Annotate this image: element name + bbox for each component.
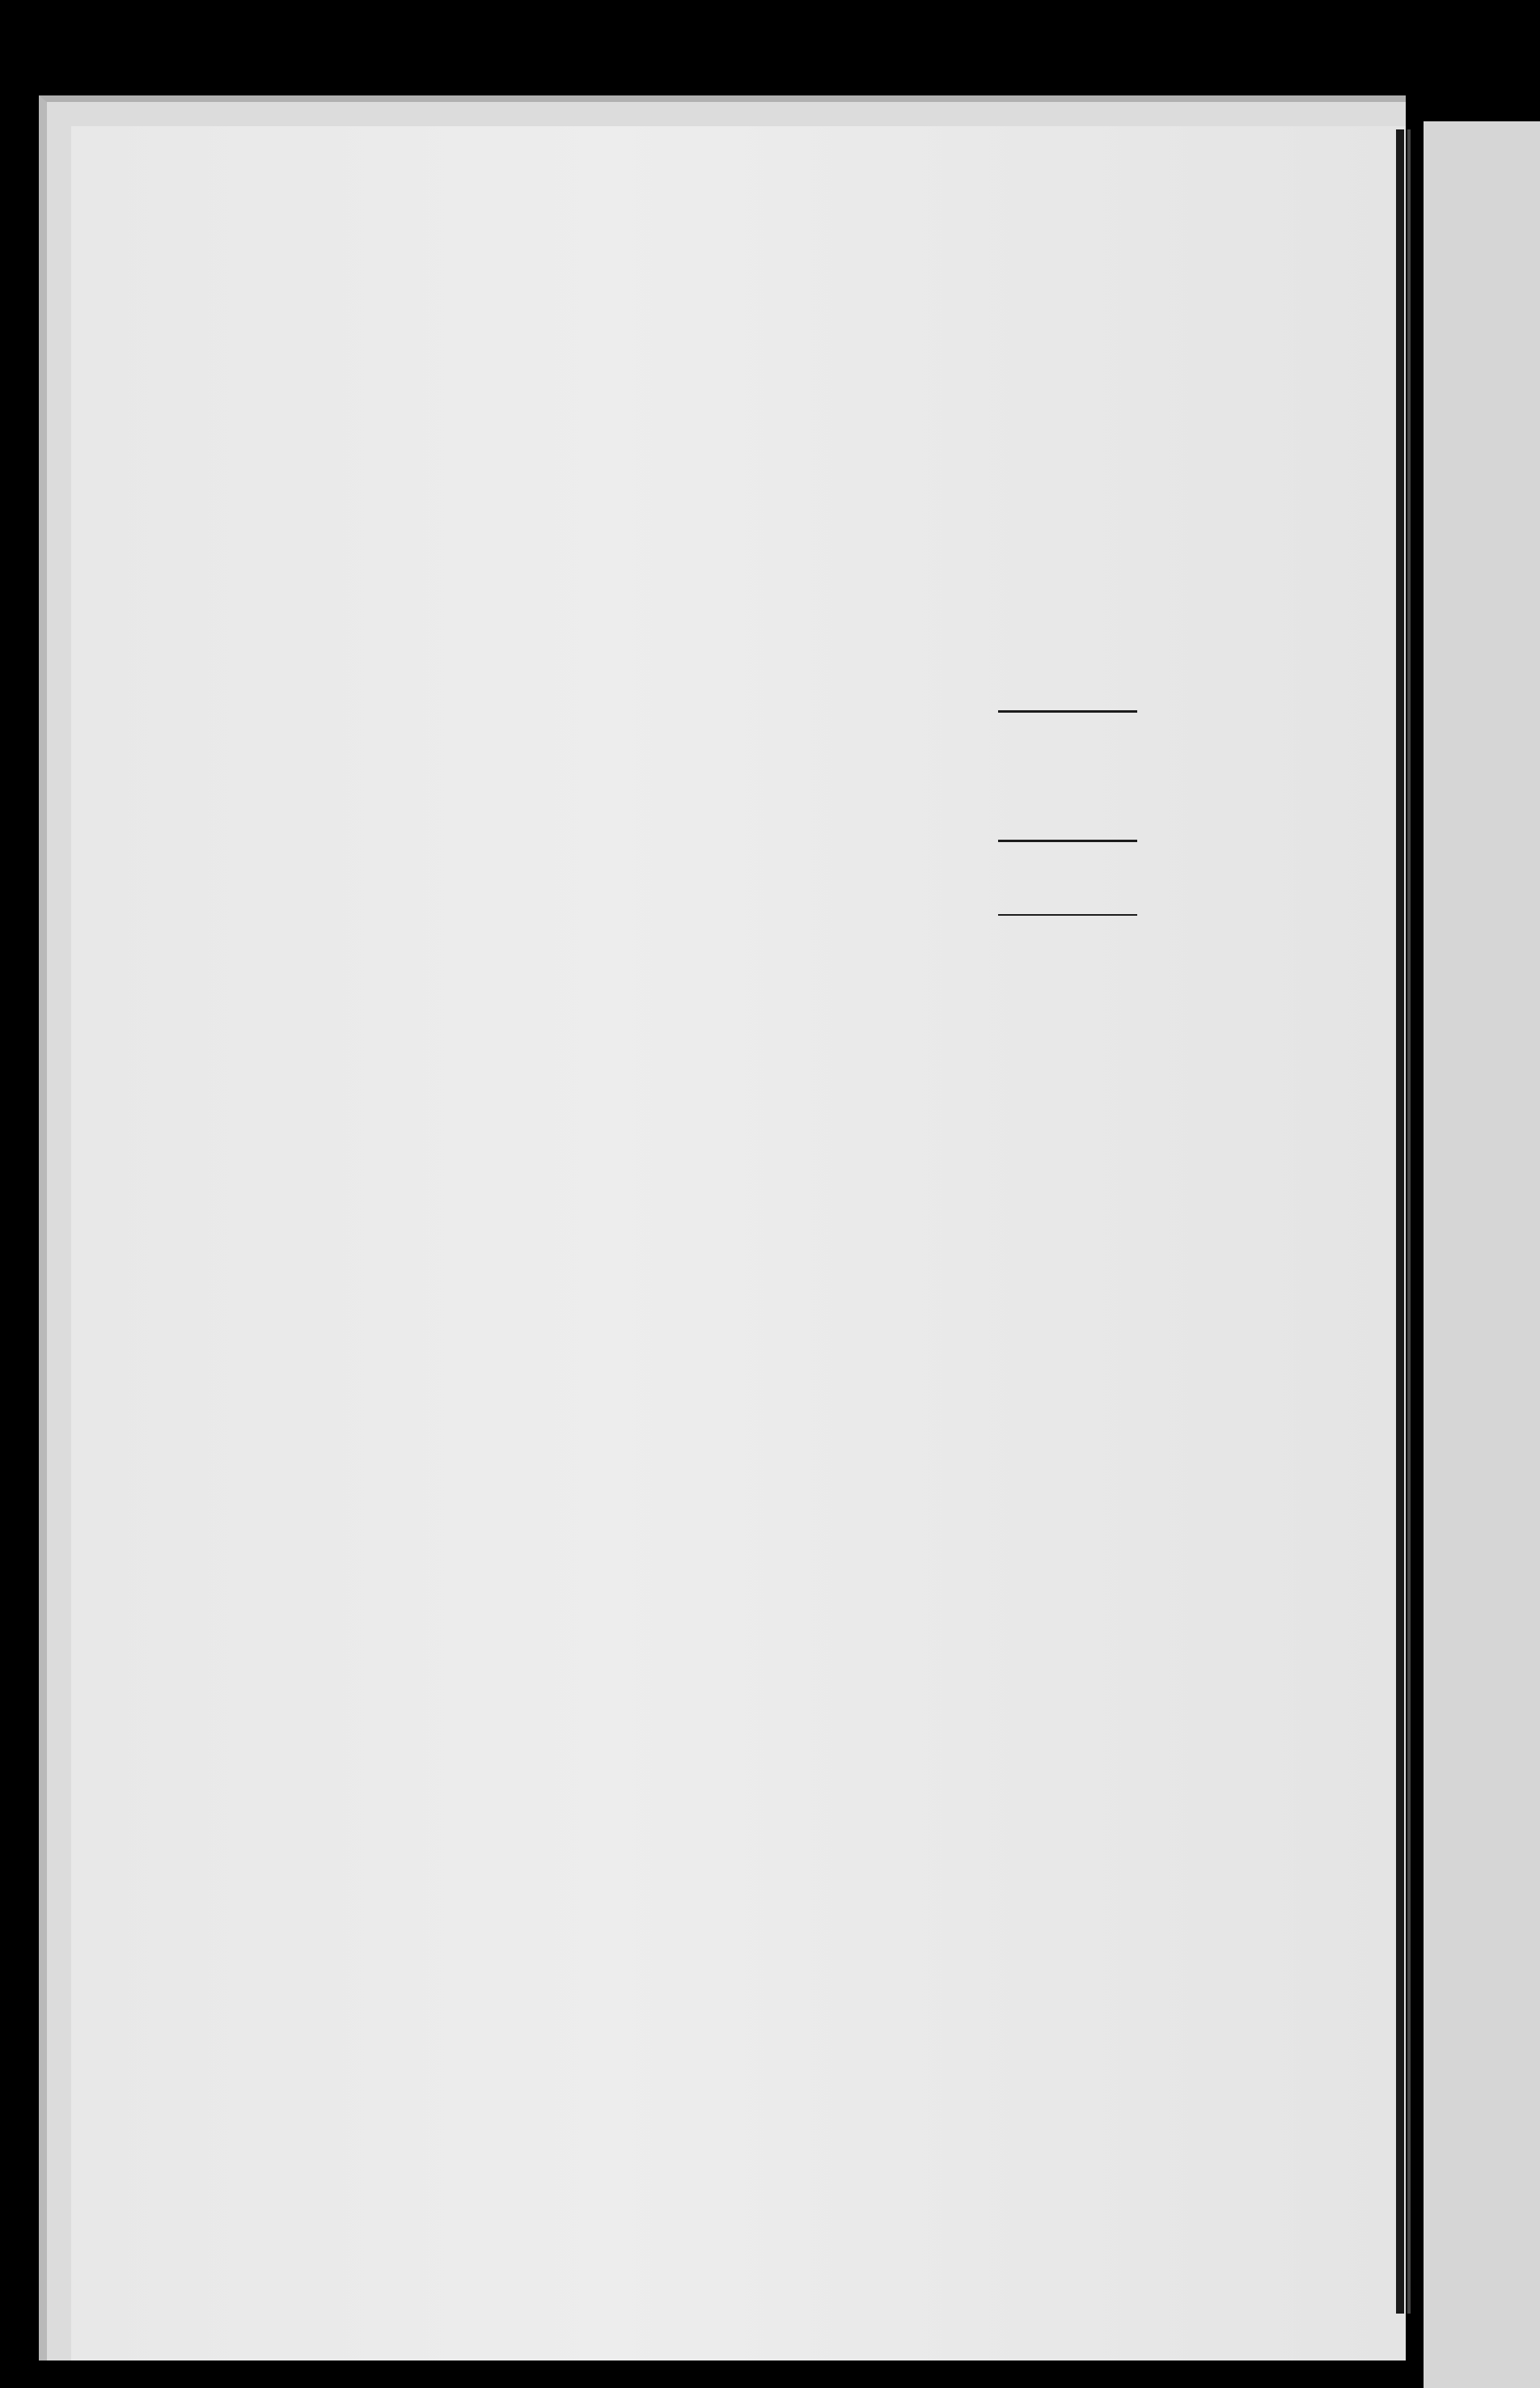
page [71,126,1406,2360]
document-sheet [39,95,1406,2360]
subtotal-rule [998,710,1137,713]
total-underline [998,914,1137,916]
page-edge-inner [1407,129,1411,2314]
total-rule [998,840,1137,842]
page-edge [1396,129,1404,2314]
facing-page [1424,121,1540,2388]
